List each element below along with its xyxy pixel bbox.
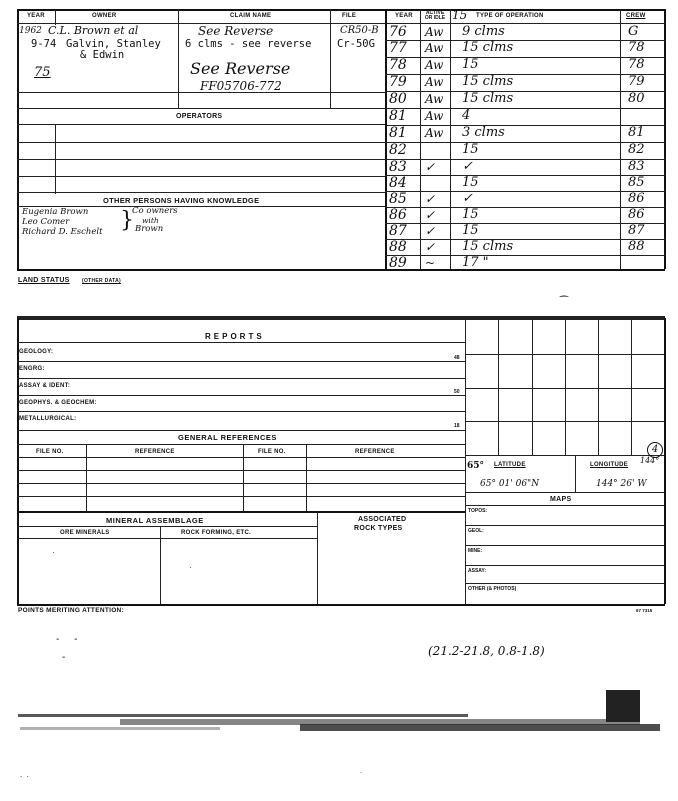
other-person-1: Eugenia Brown <box>22 207 89 217</box>
operators-label: OPERATORS <box>176 113 223 120</box>
activity-active: Aw <box>425 41 444 55</box>
row-line <box>17 159 385 160</box>
header-claim-name: CLAIM NAME <box>230 13 272 19</box>
row-line <box>465 492 664 493</box>
activity-crew: 88 <box>628 239 645 254</box>
activity-active: ✓ <box>425 240 436 254</box>
owner-row-1-year: 1962 <box>19 26 42 36</box>
activity-active: Aw <box>425 92 444 106</box>
row-line <box>465 505 664 506</box>
maps-assay: ASSAY: <box>468 568 487 574</box>
owner-row-2-file: Cr-50G <box>337 38 375 50</box>
activity-crew: 87 <box>628 223 645 238</box>
owner-row-4-year: 75 <box>34 65 51 80</box>
other-persons-note-1: Co owners <box>132 206 178 216</box>
activity-active: ✓ <box>425 192 436 206</box>
lon-suffix: 144° <box>640 456 660 465</box>
owner-row-1-owner: C.L. Brown et al <box>48 24 139 37</box>
row-line <box>17 496 465 497</box>
row-line <box>17 430 465 431</box>
owner-row-3-owner: & Edwin <box>80 49 125 61</box>
row-line <box>465 565 664 566</box>
row-line <box>17 483 465 484</box>
report-metallurgical-label: METALLURGICAL: <box>19 416 77 422</box>
latitude-value: 65° 01' 06"N <box>480 479 540 489</box>
header-type-of-operation: TYPE OF OPERATION <box>476 13 544 19</box>
activity-year: 88 <box>389 239 407 255</box>
row-line <box>17 176 385 177</box>
activity-year: 84 <box>389 175 407 191</box>
activity-active: ✓ <box>425 224 436 238</box>
header-owner: OWNER <box>92 13 117 19</box>
activity-crew: 86 <box>628 207 645 222</box>
activity-active: ✓ <box>425 208 436 222</box>
maps-separator <box>465 320 466 604</box>
left-border <box>17 9 19 269</box>
activity-year: 86 <box>389 207 407 223</box>
activity-crew: 80 <box>628 91 645 106</box>
col-sep <box>160 526 161 604</box>
activity-active: Aw <box>425 126 444 140</box>
rock-forming-label: ROCK FORMING, ETC. <box>181 530 252 536</box>
dot-mark: · <box>52 548 55 557</box>
header-year: YEAR <box>27 13 45 19</box>
grid-row <box>465 388 664 389</box>
reports-title: REPORTS <box>205 332 265 341</box>
grid-row <box>465 455 664 456</box>
header-type-mark: 15 <box>452 8 468 22</box>
activity-type: 15 <box>462 175 479 190</box>
scan-noise <box>300 724 660 731</box>
col-sep <box>575 455 576 492</box>
activity-year: 81 <box>389 125 407 141</box>
genref-file-no-2: FILE NO. <box>258 449 286 455</box>
row-line <box>17 457 465 458</box>
genref-reference: REFERENCE <box>135 449 175 455</box>
activity-year: 82 <box>389 142 407 158</box>
row-line <box>17 142 385 143</box>
genref-file-no: FILE NO. <box>36 449 64 455</box>
activity-type: ✓ <box>462 159 473 174</box>
activity-type: 3 clms <box>462 125 505 140</box>
activity-year: 87 <box>389 223 407 239</box>
mineral-assemblage-title: MINERAL ASSEMBLAGE <box>106 516 204 525</box>
col-sep <box>420 9 421 269</box>
owner-row-5-claim: FF05706-772 <box>200 79 282 93</box>
activity-crew: 82 <box>628 142 645 157</box>
report-geology-num: 48 <box>454 355 460 361</box>
handwritten-range-note: (21.2-21.8, 0.8-1.8) <box>428 644 545 658</box>
activity-type: 15 clms <box>462 74 514 89</box>
lower-right-border <box>664 318 666 604</box>
row-line <box>465 583 664 584</box>
col-sep <box>86 444 87 512</box>
longitude-label: LONGITUDE <box>590 462 629 468</box>
activity-active: ~ <box>425 256 436 270</box>
maps-title: MAPS <box>550 496 572 503</box>
reports-top-border <box>17 316 665 320</box>
row-line <box>465 525 664 526</box>
scan-black-box <box>606 690 640 722</box>
right-border <box>664 9 666 269</box>
activity-year: 80 <box>389 91 407 107</box>
genref-reference-2: REFERENCE <box>355 449 395 455</box>
activity-active: Aw <box>425 58 444 72</box>
activity-crew: 81 <box>628 125 645 140</box>
grid-row <box>465 354 664 355</box>
activity-type: 15 clms <box>462 239 514 254</box>
row-line <box>385 142 665 143</box>
col-sep <box>317 511 318 604</box>
header-year-2: YEAR <box>395 13 413 19</box>
activity-type: 4 <box>462 108 471 123</box>
row-line <box>17 538 317 539</box>
upper-bottom-border <box>17 269 665 271</box>
col-sep <box>243 444 244 512</box>
row-line <box>17 444 465 445</box>
dot-mark: . . <box>20 770 29 779</box>
col-sep <box>178 9 179 109</box>
report-geophys-label: GEOPHYS. & GEOCHEM: <box>19 400 97 406</box>
activity-type: 15 clms <box>462 91 514 106</box>
row-line <box>465 545 664 546</box>
maps-geol: GEOL: <box>468 528 484 534</box>
activity-type: 15 <box>462 207 479 222</box>
header-file: FILE <box>342 13 357 19</box>
owner-row-2-owner: Galvin, Stanley <box>66 38 161 50</box>
form-number: 67 7315 <box>636 608 653 613</box>
activity-type: 15 <box>462 142 479 157</box>
activity-year: 83 <box>389 159 407 175</box>
header-crew: CREW <box>626 13 646 19</box>
grid-row <box>465 421 664 422</box>
row-line <box>17 361 465 362</box>
other-person-3: Richard D. Eschelt <box>22 227 103 237</box>
activity-crew: 86 <box>628 191 645 206</box>
general-references-title: GENERAL REFERENCES <box>178 433 277 442</box>
dot-mark: · <box>189 563 192 572</box>
activity-crew: 83 <box>628 159 645 174</box>
top-border <box>17 9 665 11</box>
rock-types-label: ROCK TYPES <box>354 525 403 532</box>
col-sep <box>330 9 331 109</box>
activity-year: 76 <box>389 24 407 40</box>
circled-number: 4 <box>647 442 663 458</box>
activity-active: ✓ <box>425 160 436 174</box>
activity-year: 79 <box>389 74 407 90</box>
row-line <box>17 192 385 193</box>
row-line <box>17 378 465 379</box>
activity-crew: 85 <box>628 175 645 190</box>
activity-type: 17 " <box>462 255 489 270</box>
row-line <box>17 511 465 513</box>
latitude-label: LATITUDE <box>494 462 526 468</box>
activity-crew: 78 <box>628 57 645 72</box>
activity-active: Aw <box>425 109 444 123</box>
lower-bottom-border <box>17 604 665 606</box>
other-persons-note-3: Brown <box>135 224 164 234</box>
col-sep <box>55 9 56 25</box>
col-sep-main <box>385 9 387 269</box>
col-sep <box>450 9 451 269</box>
dot-mark: . <box>360 768 362 775</box>
activity-crew: 78 <box>628 40 645 55</box>
brace: } <box>120 208 134 233</box>
activity-crew: 79 <box>628 74 645 89</box>
header-active-idle: ACTIVE OR IDLE <box>424 10 446 21</box>
row-line <box>17 108 385 109</box>
other-person-2: Leo Comer <box>22 217 70 227</box>
ore-minerals-label: ORE MINERALS <box>60 530 110 536</box>
owner-row-2-claim: 6 clms - see reverse <box>185 38 312 50</box>
row-line <box>385 175 665 176</box>
maps-other: OTHER (& PHOTOS) <box>468 586 517 592</box>
report-engrg-label: ENGRG: <box>19 366 45 372</box>
activity-year: 89 <box>389 255 407 271</box>
scan-dashes: - - <box>56 634 84 645</box>
activity-year: 77 <box>389 40 407 56</box>
maps-topos: TOPOS: <box>468 508 488 514</box>
report-geology-label: GEOLOGY: <box>19 349 54 355</box>
owner-row-1-claim: See Reverse <box>198 24 274 38</box>
activity-type: 15 <box>462 223 479 238</box>
owner-row-4-claim: See Reverse <box>190 59 291 78</box>
land-status-sub: (OTHER DATA) <box>82 278 121 284</box>
activity-type: 15 clms <box>462 40 514 55</box>
activity-type: 9 clms <box>462 24 505 39</box>
owner-row-2-year: 9-74 <box>31 38 57 50</box>
land-status-label: LAND STATUS <box>18 277 70 284</box>
report-assay-num: 50 <box>454 389 460 395</box>
longitude-value: 144° 26' W <box>596 479 647 489</box>
report-assay-label: ASSAY & IDENT: <box>19 383 71 389</box>
col-sep <box>306 444 307 512</box>
row-line <box>17 342 465 343</box>
other-persons-note-2: with <box>142 216 159 225</box>
report-metallurgical-num: 18 <box>454 423 460 429</box>
row-line <box>17 395 465 396</box>
col-sep <box>55 124 56 194</box>
col-sep <box>620 9 621 269</box>
row-line <box>17 124 385 125</box>
lat-prefix: 65° <box>467 461 485 471</box>
associated-label: ASSOCIATED <box>358 516 407 523</box>
activity-year: 78 <box>389 57 407 73</box>
row-line <box>17 526 317 527</box>
activity-active: Aw <box>425 25 444 39</box>
activity-active: Aw <box>425 75 444 89</box>
scan-mark: ⁀ <box>560 297 569 308</box>
owner-row-1-file: CR50-B <box>340 25 379 36</box>
scan-noise <box>18 714 468 717</box>
row-line <box>17 470 465 471</box>
scan-dash: - <box>62 652 66 663</box>
activity-year: 85 <box>389 191 407 207</box>
other-persons-label: OTHER PERSONS HAVING KNOWLEDGE <box>103 196 260 205</box>
scan-noise <box>20 727 220 730</box>
points-meriting-label: POINTS MERITING ATTENTION: <box>18 607 125 614</box>
row-line <box>17 411 465 412</box>
activity-type: 15 <box>462 57 479 72</box>
maps-mine: MINE: <box>468 548 483 554</box>
activity-year: 81 <box>389 108 407 124</box>
activity-crew: G <box>628 24 639 39</box>
activity-type: ✓ <box>462 191 473 206</box>
